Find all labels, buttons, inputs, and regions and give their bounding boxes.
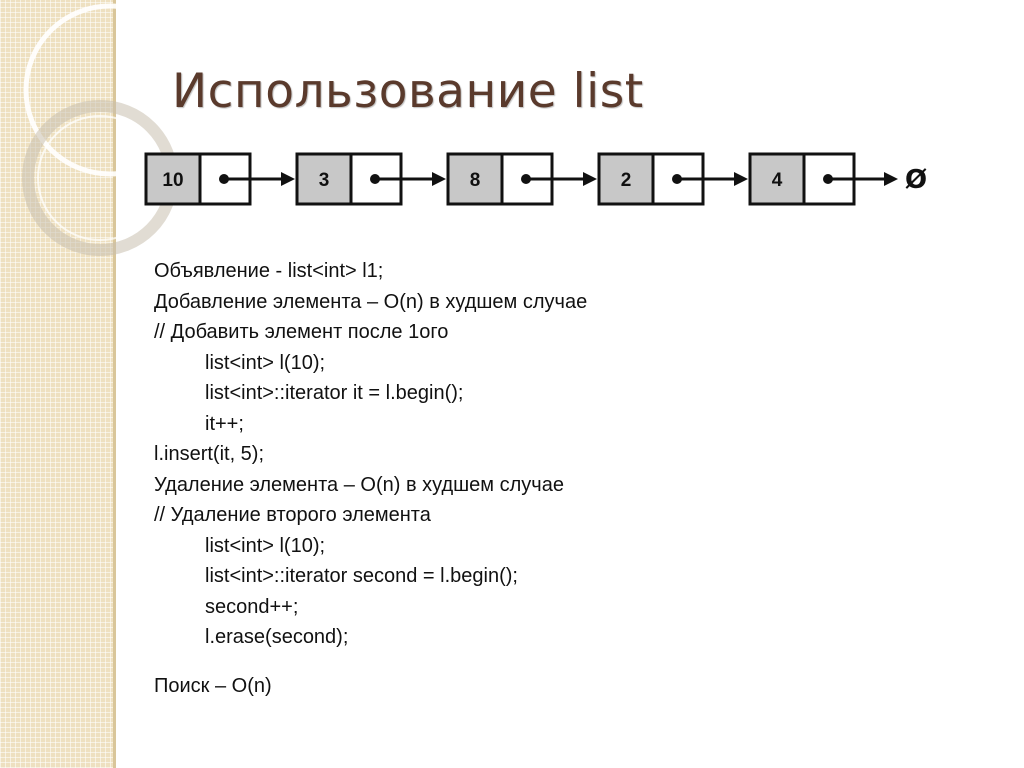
code-line: list<int> l(10); bbox=[205, 351, 326, 374]
slide-content bbox=[154, 256, 994, 701]
content-line-remove-comment: // Удаление второго элемента bbox=[154, 504, 431, 526]
code-line: l.erase(second); bbox=[205, 626, 349, 648]
code-line: it++; bbox=[205, 412, 244, 435]
content-line-add-complexity: Добавление элемента – O(n) в худшем случае bbox=[154, 290, 588, 313]
content-line-search-complexity: Поиск – O(n) bbox=[154, 674, 272, 697]
arrow-head-icon bbox=[432, 172, 446, 186]
arrow-head-icon bbox=[281, 172, 295, 186]
node-value-label: 3 bbox=[318, 170, 330, 191]
slide-title: Использование list bbox=[172, 64, 644, 119]
content-line-remove-complexity: Удаление элемента – O(n) в худшем случае bbox=[154, 473, 564, 496]
code-line: second++; bbox=[205, 595, 299, 618]
linked-list-diagram bbox=[140, 148, 950, 210]
arrow-head-icon bbox=[884, 172, 898, 186]
arrow-head-icon bbox=[583, 172, 597, 186]
content-line-add-comment: // Добавить элемент после 1ого bbox=[154, 321, 449, 343]
code-line: list<int>::iterator it = l.begin(); bbox=[205, 382, 464, 404]
code-line: list<int> l(10); bbox=[205, 534, 326, 557]
node-value-label: 10 bbox=[162, 170, 184, 191]
node-value-label: 4 bbox=[771, 170, 783, 191]
node-value-label: 2 bbox=[620, 170, 632, 191]
node-value-label: 8 bbox=[469, 170, 481, 191]
arrow-head-icon bbox=[734, 172, 748, 186]
null-terminator-label: Ø bbox=[904, 165, 928, 195]
content-line-declaration: Объявление - list<int> l1; bbox=[154, 260, 384, 282]
code-line-insert: l.insert(it, 5); bbox=[154, 443, 265, 465]
code-line: list<int>::iterator second = l.begin(); bbox=[205, 565, 518, 587]
spacer bbox=[154, 653, 994, 671]
